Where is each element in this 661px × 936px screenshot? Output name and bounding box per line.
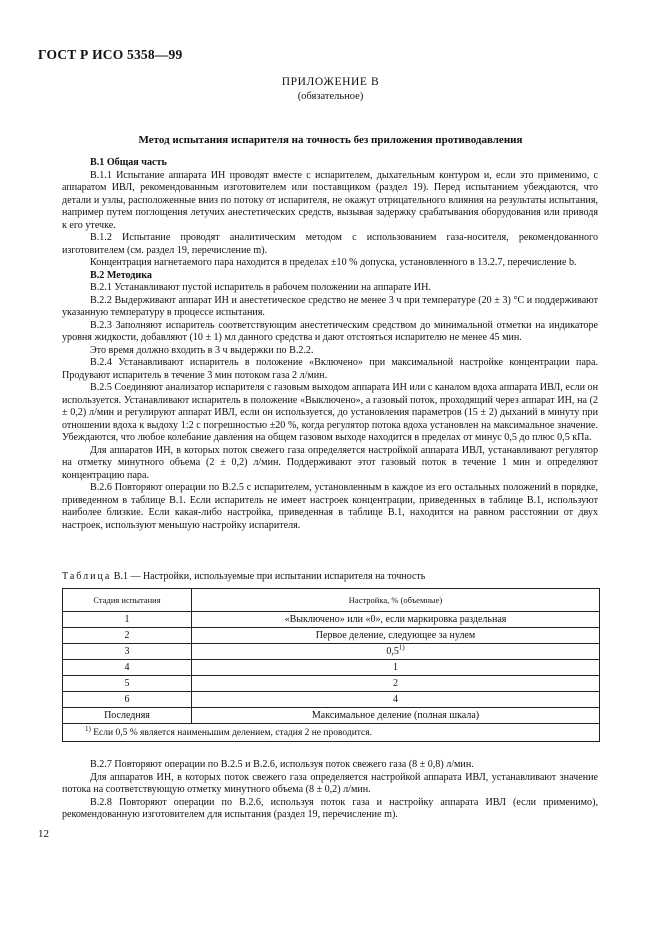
paragraph: Концентрация нагнетаемого пара находится в пределах ±10 % допуска, установленного в 13.2.7, перечисление b.	[90, 257, 577, 268]
table-body	[63, 612, 600, 724]
stage-cell: 5	[63, 676, 192, 692]
table-header-stage: Стадия испытания	[63, 589, 192, 612]
settings-table	[62, 588, 600, 742]
stage-cell: 2	[63, 628, 192, 644]
section-heading: В.1 Общая часть	[90, 157, 167, 168]
paragraph: В.2.7 Повторяют операции по В.2.5 и В.2.6, используя поток свежего газа (8 ± 0,8) л/мин.	[90, 759, 474, 770]
paragraph: Это время должно входить в 3 ч выдержки по В.2.2.	[90, 344, 314, 356]
stage-cell: 6	[63, 692, 192, 708]
page-number: 12	[38, 828, 49, 840]
table-row	[63, 628, 600, 644]
appendix-title: ПРИЛОЖЕНИЕ В	[281, 76, 380, 88]
document-title: Метод испытания испарителя на точность без приложения противодавления	[138, 134, 523, 146]
table-header-row	[63, 589, 600, 612]
setting-cell	[192, 628, 600, 644]
table-row	[63, 692, 600, 708]
after-table-text	[62, 759, 598, 822]
paragraph: В.1.2 Испытание проводят аналитическим методом с использованием газа-носителя, рекомендованного изготовителем (см. раздел 19, перечисление m).	[62, 232, 598, 256]
setting-value: 0,5	[386, 646, 399, 657]
section-heading: В.2 Методика	[90, 269, 152, 281]
setting-value: 2	[393, 678, 398, 689]
setting-cell	[192, 708, 600, 724]
setting-cell	[192, 692, 600, 708]
stage-cell: Последняя	[63, 708, 192, 724]
setting-cell	[192, 676, 600, 692]
paragraph: В.2.3 Заполняют испаритель соответствующим анестетическим средством до минимальной отметки на индикаторе уровня жидкости, добавляют (10 ± 1) мл данного средства и дают отстояться испарителю не менее 45 мин.	[62, 319, 598, 343]
footnote-ref: 1)	[398, 643, 405, 652]
paragraph: В.2.2 Выдерживают аппарат ИН и анестетическое средство не менее 3 ч при температуре (20 ± 3) °С и поддерживают указанную температуру в процессе испытания.	[62, 294, 598, 318]
setting-cell	[192, 612, 600, 628]
table-header-setting: Настройка, % (объемные)	[192, 589, 600, 612]
table-row	[63, 644, 600, 660]
setting-value: «Выключено» или «0», если маркировка раздельная	[284, 614, 507, 625]
setting-value: Первое деление, следующее за нулем	[315, 630, 476, 641]
table-caption	[62, 571, 425, 582]
paragraph: В.2.8 Повторяют операции по В.2.6, используя поток газа и настройку аппарата ИВЛ (если применимо), рекомендованную изготовителем для испытания (раздел 19, перечисление m).	[62, 796, 598, 820]
paragraph: В.2.6 Повторяют операции по В.2.5 с испарителем, установленным в каждое из его остальных положений в порядке, приведенном в таблице В.1. Если испаритель не имеет настроек концентрации, приведенных в таблице В.1, используют наиболее близкие. Если какая-либо настройка, приведенная в таблице В.1, находится на равном расстоянии от двух настроек, используют меньшую настройку испарителя.	[62, 482, 598, 531]
setting-cell	[192, 660, 600, 676]
stage-cell: 4	[63, 660, 192, 676]
standard-header: ГОСТ Р ИСО 5358—99	[38, 47, 183, 62]
table-footnote	[63, 724, 600, 742]
table-row	[63, 660, 600, 676]
setting-value: Максимальное деление (полная шкала)	[311, 710, 480, 721]
table-row	[63, 708, 600, 724]
table-row	[63, 676, 600, 692]
setting-cell	[192, 644, 600, 660]
setting-value: 4	[393, 694, 398, 705]
setting-value: 1	[393, 662, 398, 673]
stage-cell: 3	[63, 644, 192, 660]
table-row	[63, 612, 600, 628]
table-caption-text: В.1 — Настройки, используемые при испытании испарителя на точность	[113, 571, 426, 582]
table-footnote-row	[63, 724, 600, 742]
body-text	[62, 157, 598, 532]
table-caption-label: Таблица	[62, 571, 112, 582]
paragraph: Для аппаратов ИН, в которых поток свежего газа определяется настройкой аппарата ИВЛ, устанавливают регулятор на отметку минутного объема (2 ± 0,2) л/мин. Поддерживают этот газовый поток в течение 1 мин и определяют концентрацию пара.	[62, 444, 598, 481]
paragraph: Для аппаратов ИН, в которых поток свежего газа определяется настройкой аппарата ИВЛ, устанавливают значение потока на соответствующую отметку минутного объема (8 ± 0,2) л/мин.	[62, 771, 598, 795]
paragraph: В.2.5 Соединяют анализатор испарителя с газовым выходом аппарата ИН или с каналом вдоха аппарата ИВЛ, если он используется. Устанавливают испаритель в положение «Выключено», а газовый поток, проходящий через аппарат ИН, на (2 ± 0,2) л/мин и регулируют аппарат ИВЛ, если он используется, до установления параметров (15 ± 2) дыханий в минуту при отношении вдоха к выдоху 1:2 с погрешностью ±20 %, когда регулятор потока вдоха установлен на максимальное значение. Убеждаются, что любое колебание давления на общем газовом выходе находится в пределах от минус 0,5 до плюс 0,5 кПа.	[62, 382, 598, 443]
paragraph: В.1.1 Испытание аппарата ИН проводят вместе с испарителем, дыхательным контуром и, если это применимо, с аппаратом ИВЛ, рекомендованным изготовителем или поставщиком (раздел 19). Перед испытанием убеждаются, что детали и узлы, расположенные вниз по потоку от испарителя, не окажут отрицательного влияния на результаты испытания, например путем поглощения летучих анестетических средств, вызывая задержку срабатывания оборудования или приводя к его утечке.	[62, 169, 598, 231]
footnote-text: Если 0,5 % является наименьшим делением, стадия 2 не проводится.	[93, 727, 373, 738]
appendix-status: (обязательное)	[297, 91, 364, 102]
paragraph: В.2.1 Устанавливают пустой испаритель в рабочем положении на аппарате ИН.	[90, 282, 431, 293]
paragraph: В.2.4 Устанавливают испаритель в положение «Включено» при максимальной настройке концентрации пара. Продувают испаритель в течение 3 мин потоком газа 2 л/мин.	[62, 357, 598, 381]
footnote-mark: 1)	[85, 724, 91, 733]
stage-cell: 1	[63, 612, 192, 628]
